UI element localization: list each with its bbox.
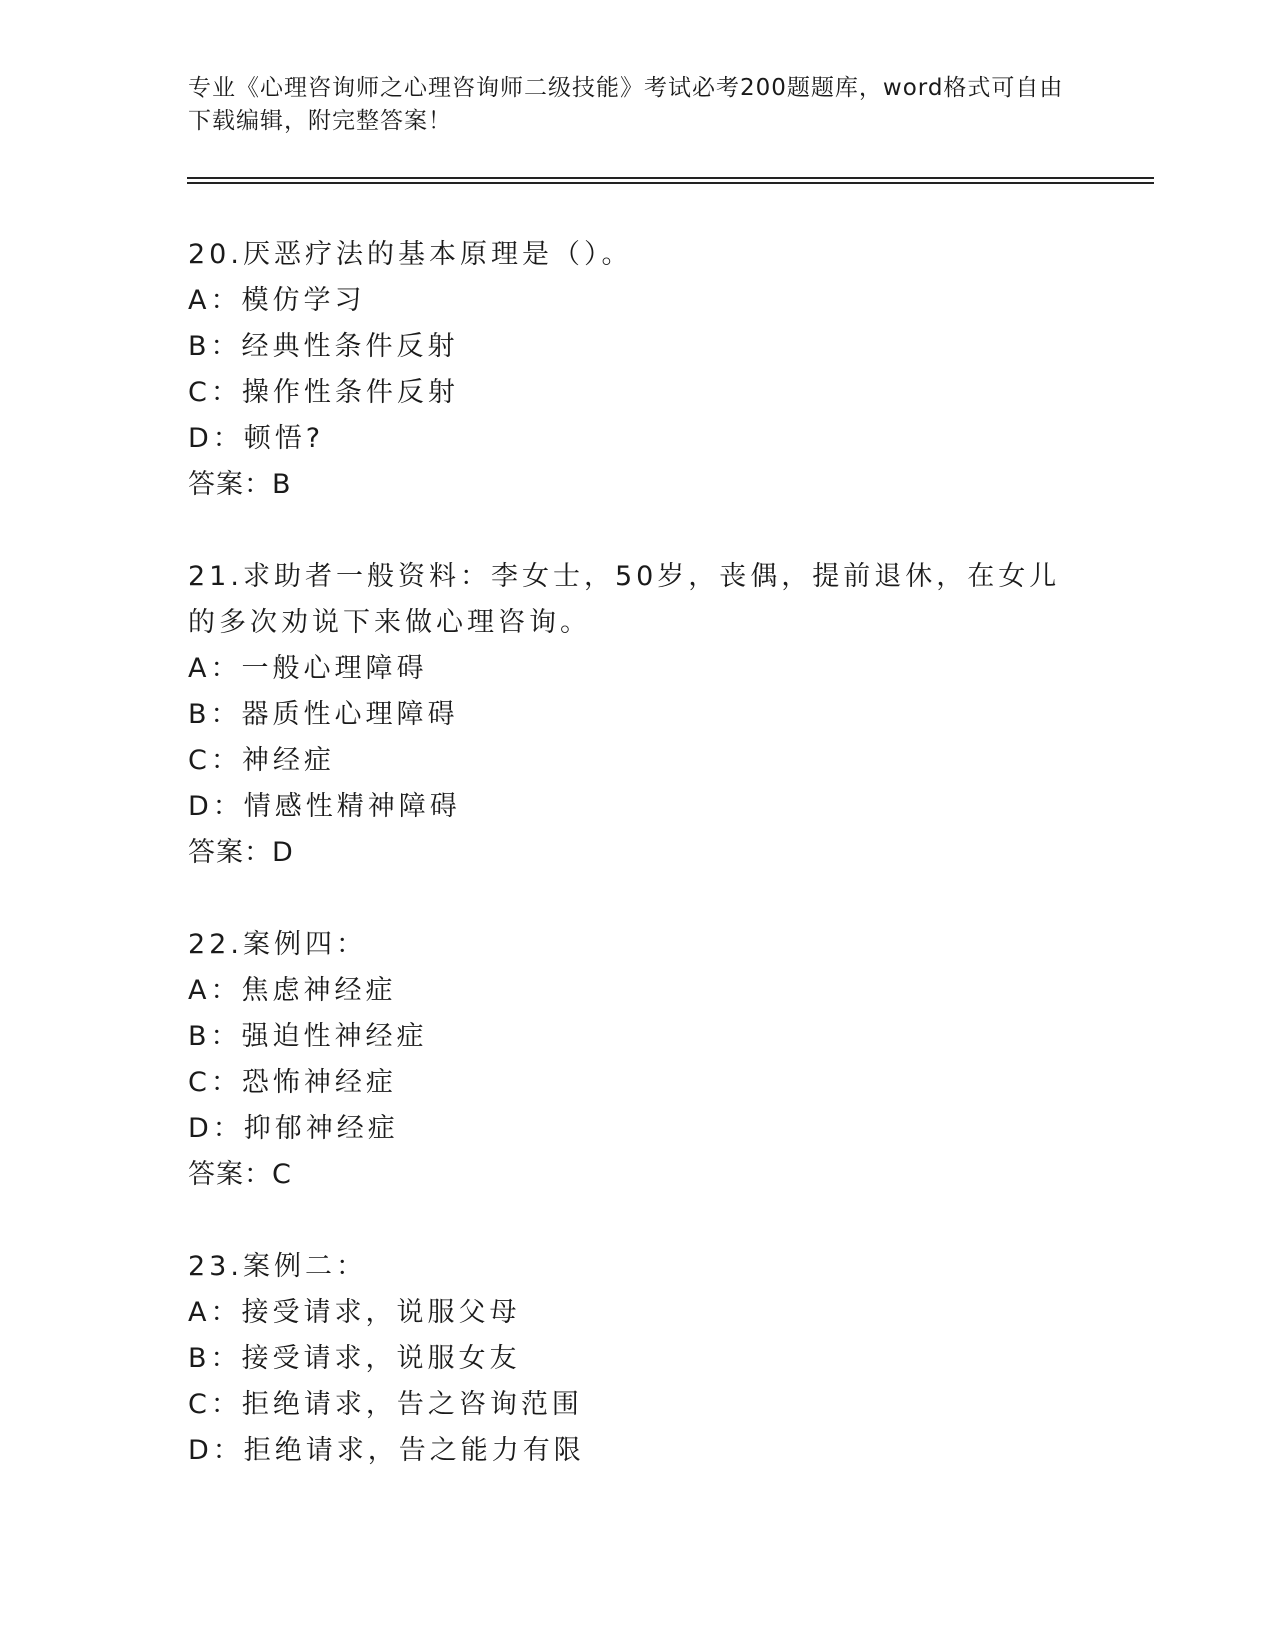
option-b: B：接受请求，说服女友 <box>188 1343 521 1374</box>
answer-line: 答案：D <box>188 837 294 868</box>
question-stem: 23.案例二： <box>188 1251 367 1282</box>
question-stem: 20.厌恶疗法的基本原理是（）。 <box>188 239 633 270</box>
question-20 <box>188 232 1088 508</box>
option-c: C：恐怖神经症 <box>188 1067 397 1098</box>
question-list <box>188 232 1088 1520</box>
option-b: B：经典性条件反射 <box>188 331 459 362</box>
question-22 <box>188 922 1088 1198</box>
option-d: D：拒绝请求，告之能力有限 <box>188 1435 585 1466</box>
question-21 <box>188 554 1088 876</box>
answer-line: 答案：C <box>188 1159 292 1190</box>
option-c: C：神经症 <box>188 745 335 776</box>
option-a: A：模仿学习 <box>188 285 366 316</box>
question-23 <box>188 1244 1088 1474</box>
option-c: C：操作性条件反射 <box>188 377 459 408</box>
header-rule-bottom <box>187 182 1154 184</box>
option-d: D：情感性精神障碍 <box>188 791 461 822</box>
question-stem: 21.求助者一般资料：李女士，50岁，丧偶，提前退休，在女儿的多次劝说下来做心理咨询。 <box>188 561 1061 638</box>
option-d: D：抑郁神经症 <box>188 1113 399 1144</box>
option-c: C：拒绝请求，告之咨询范围 <box>188 1389 583 1420</box>
option-a: A：焦虑神经症 <box>188 975 397 1006</box>
question-stem: 22.案例四： <box>188 929 367 960</box>
option-a: A：接受请求，说服父母 <box>188 1297 521 1328</box>
option-b: B：器质性心理障碍 <box>188 699 459 730</box>
option-a: A：一般心理障碍 <box>188 653 428 684</box>
answer-line: 答案：B <box>188 469 292 500</box>
option-d: D：顿悟? <box>188 423 325 454</box>
option-b: B：强迫性神经症 <box>188 1021 428 1052</box>
header-rule-top <box>187 177 1154 179</box>
document-intro: 专业《心理咨询师之心理咨询师二级技能》考试必考200题题库，word格式可自由下载编辑，附完整答案！ <box>188 75 1064 134</box>
